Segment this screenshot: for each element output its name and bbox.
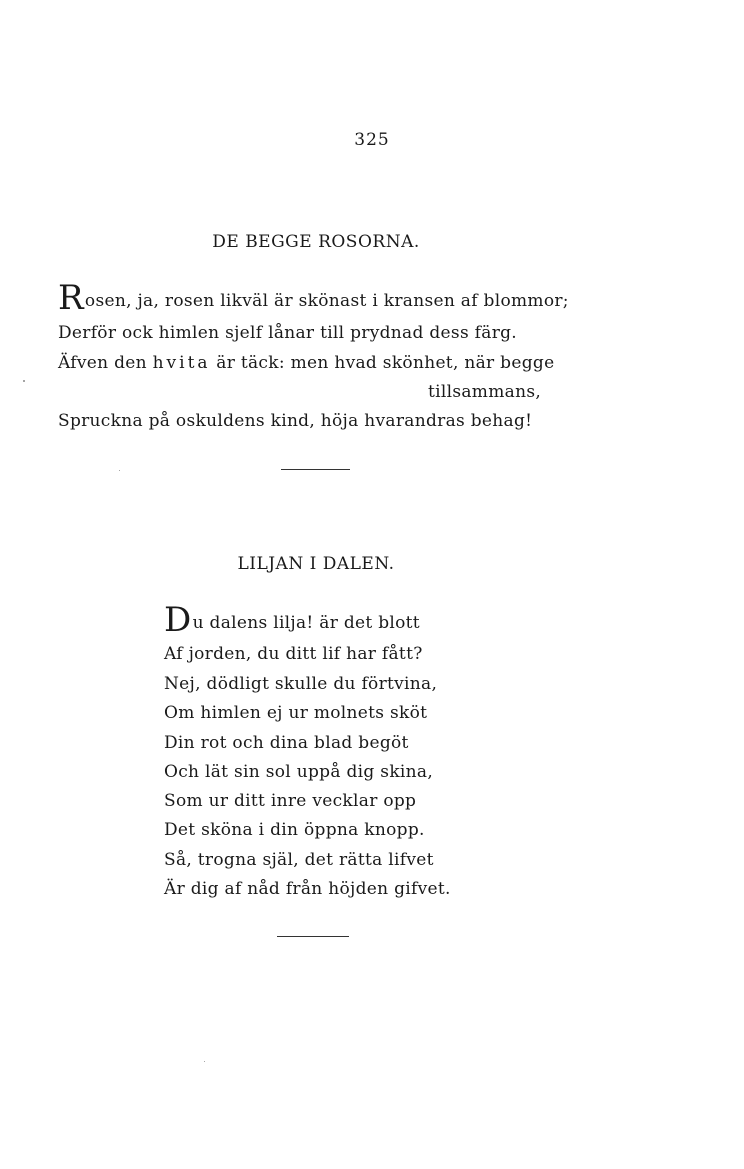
- poem2-line-1: Du dalens lilja! är det blott: [164, 600, 420, 640]
- poem1-line-4: Spruckna på oskuldens kind, höja hvarandras behag!: [58, 411, 533, 431]
- section-divider-2: [277, 936, 349, 937]
- scan-speck: [23, 380, 25, 382]
- poem2-line-5: Din rot och dina blad begöt: [164, 733, 409, 753]
- spaced-word-hvita: hvita: [152, 353, 211, 373]
- poem2-line-10: Är dig af nåd från höjden gifvet.: [164, 879, 451, 899]
- poem-title-liljan-i-dalen: LILJAN I DALEN.: [237, 554, 395, 574]
- poem2-line-6: Och lät sin sol uppå dig skina,: [164, 762, 434, 782]
- dropcap-d: D: [164, 600, 192, 640]
- poem2-line-4: Om himlen ej ur molnets sköt: [164, 703, 428, 723]
- poem1-line-2: Derför ock himlen sjelf lånar till prydnad dess färg.: [58, 323, 518, 343]
- section-divider-1: [281, 469, 350, 470]
- scan-speck: [204, 1061, 205, 1062]
- poem2-line-8: Det sköna i din öppna knopp.: [164, 820, 425, 840]
- poem2-line-3: Nej, dödligt skulle du förtvina,: [164, 674, 438, 694]
- poem2-line-9: Så, trogna själ, det rätta lifvet: [164, 850, 434, 870]
- poem-title-de-begge-rosorna: DE BEGGE ROSORNA.: [212, 232, 420, 252]
- dropcap-r: R: [58, 278, 84, 318]
- poem2-line-2: Af jorden, du ditt lif har fått?: [164, 644, 423, 664]
- poem1-line-1: Rosen, ja, rosen likväl är skönast i kransen af blommor;: [58, 278, 569, 318]
- page-number: 325: [354, 130, 390, 150]
- scan-speck: [119, 470, 120, 471]
- poem1-line-3: Äfven den hvita är täck: men hvad skönhet, när begge: [58, 353, 555, 373]
- poem1-line-3-continuation: tillsammans,: [428, 382, 542, 402]
- poem2-line-7: Som ur ditt inre vecklar opp: [164, 791, 417, 811]
